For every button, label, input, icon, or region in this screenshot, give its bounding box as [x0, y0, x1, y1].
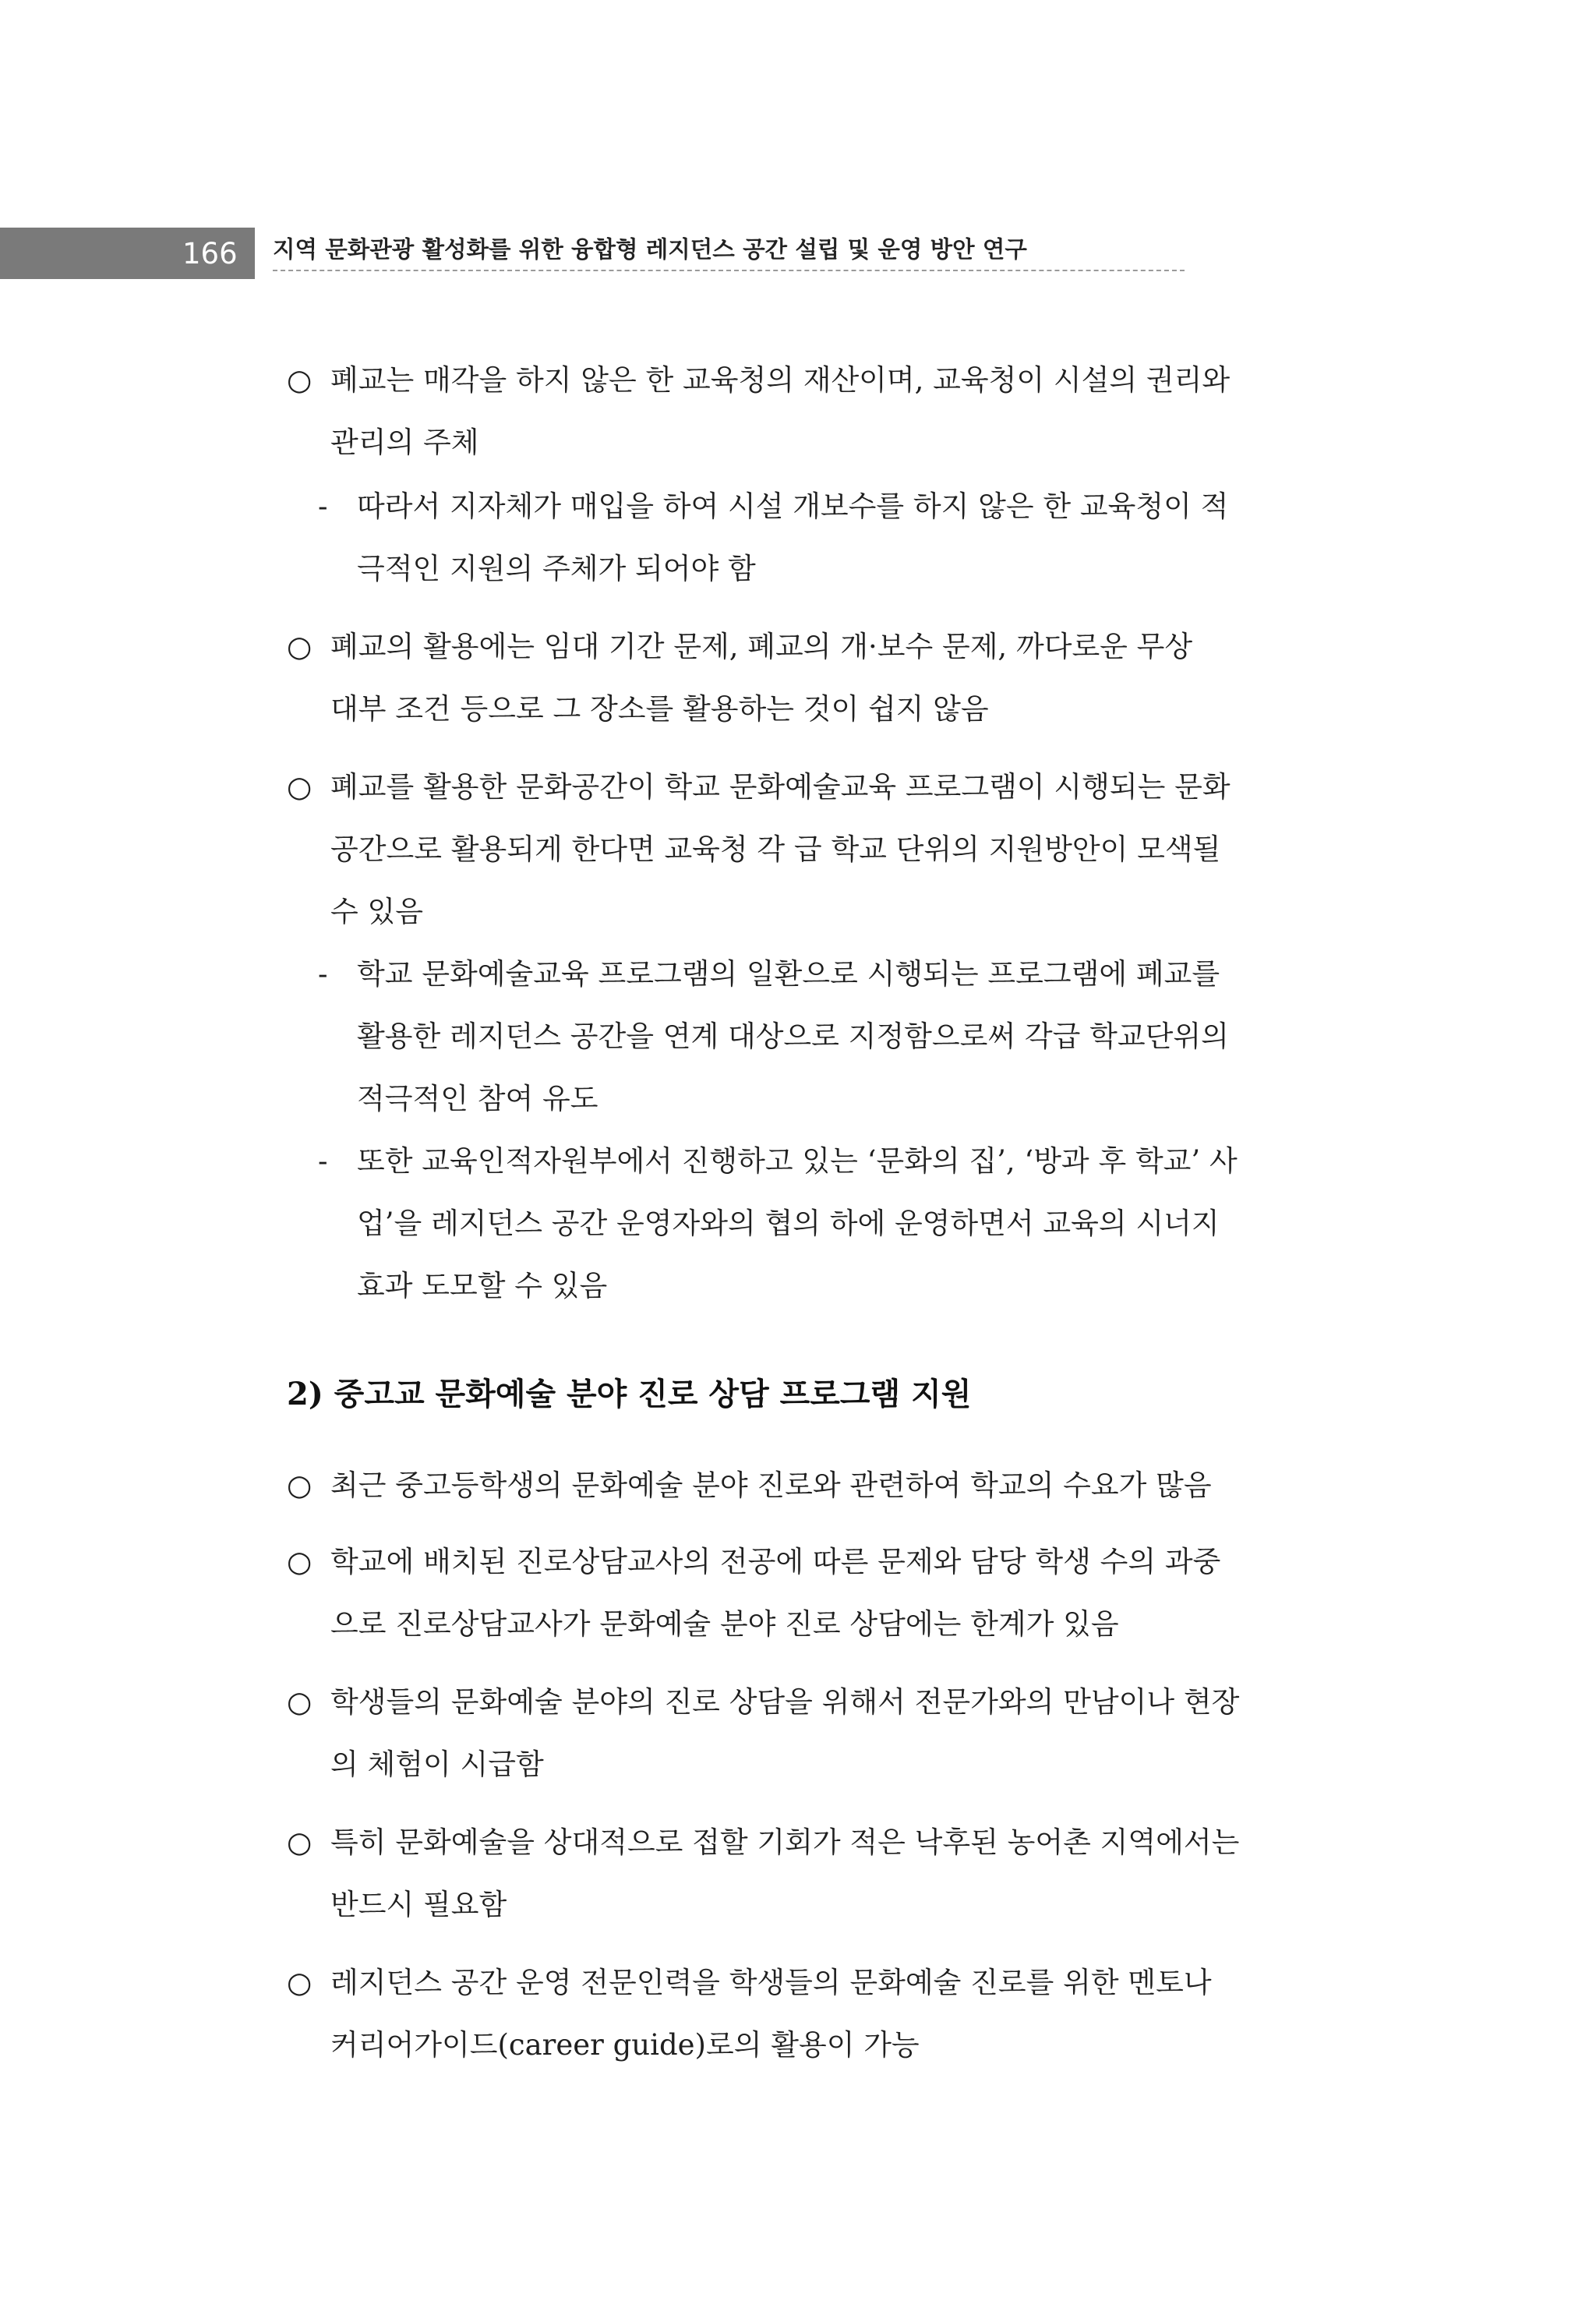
bullet-1-line-1: ○ 폐교는 매각을 하지 않은 한 교육청의 재산이며, 교육청이 시설의 권리와 — [287, 359, 1230, 402]
dash-bullet-icon: - — [318, 489, 328, 523]
circle-bullet-icon: ○ — [287, 1966, 312, 1999]
dash-bullet-icon: - — [318, 1144, 328, 1178]
sub-bullet-1-1-line-2: 극적인 지원의 주체가 되어야 함 — [357, 552, 756, 585]
sub-bullet-3-2-line-3: 효과 도모할 수 있음 — [357, 1269, 608, 1302]
s2-bullet-1-line-1: ○ 최근 중고등학생의 문화예술 분야 진로와 관련하여 학교의 수요가 많음 — [287, 1464, 1212, 1507]
page-number: 166 — [182, 237, 238, 270]
circle-bullet-icon: ○ — [287, 1468, 312, 1502]
s2-bullet-2-line-2: 으로 진로상담교사가 문화예술 분야 진로 상담에는 한계가 있음 — [330, 1607, 1119, 1641]
s2-bullet-2-line-1: ○ 학교에 배치된 진로상담교사의 전공에 따른 문제와 담당 학생 수의 과중 — [287, 1540, 1220, 1584]
sub-bullet-3-2-line-2: 업’을 레지던스 공간 운영자와의 협의 하에 운영하면서 교육의 시너지 — [357, 1207, 1220, 1240]
circle-bullet-icon: ○ — [287, 770, 312, 804]
s2-bullet-4-line-1: ○ 특히 문화예술을 상대적으로 접할 기회가 적은 낙후된 농어촌 지역에서는 — [287, 1821, 1239, 1864]
bullet-3-line-1: ○ 폐교를 활용한 문화공간이 학교 문화예술교육 프로그램이 시행되는 문화 — [287, 765, 1231, 809]
running-title: 지역 문화관광 활성화를 위한 융합형 레지던스 공간 설립 및 운영 방안 연구 — [273, 232, 1185, 271]
bullet-3-line-3: 수 있음 — [330, 895, 423, 928]
circle-bullet-icon: ○ — [287, 1825, 312, 1859]
s2-bullet-5-line-1: ○ 레지던스 공간 운영 전문인력을 학생들의 문화예술 진로를 위한 멘토나 — [287, 1961, 1212, 2005]
section-heading: 2) 중고교 문화예술 분야 진로 상담 프로그램 지원 — [287, 1376, 972, 1412]
circle-bullet-icon: ○ — [287, 630, 312, 663]
s2-bullet-4-line-2: 반드시 필요함 — [330, 1888, 507, 1921]
circle-bullet-icon: ○ — [287, 1545, 312, 1578]
bullet-2-line-1: ○ 폐교의 활용에는 임대 기간 문제, 폐교의 개·보수 문제, 까다로운 무상 — [287, 625, 1192, 669]
bullet-1-line-2: 관리의 주체 — [330, 426, 479, 459]
s2-bullet-3-line-2: 의 체험이 시급함 — [330, 1748, 544, 1781]
bullet-2-line-2: 대부 조건 등으로 그 장소를 활용하는 것이 쉽지 않음 — [330, 692, 989, 726]
sub-bullet-3-1-line-1: - 학교 문화예술교육 프로그램의 일환으로 시행되는 프로그램에 폐교를 — [318, 952, 1220, 996]
s2-bullet-5-line-2: 커리어가이드(career guide)로의 활용이 가능 — [330, 2028, 920, 2062]
sub-bullet-3-1-line-3: 적극적인 참여 유도 — [357, 1082, 598, 1115]
bullet-3-line-2: 공간으로 활용되게 한다면 교육청 각 급 학교 단위의 지원방안이 모색될 — [330, 832, 1221, 866]
circle-bullet-icon: ○ — [287, 1685, 312, 1719]
sub-bullet-3-2-line-1: - 또한 교육인적자원부에서 진행하고 있는 ‘문화의 집’, ‘방과 후 학교’ 사 — [318, 1140, 1238, 1183]
s2-bullet-3-line-1: ○ 학생들의 문화예술 분야의 진로 상담을 위해서 전문가와의 만남이나 현장 — [287, 1681, 1239, 1724]
sub-bullet-3-1-line-2: 활용한 레지던스 공간을 연계 대상으로 지정함으로써 각급 학교단위의 — [357, 1020, 1229, 1053]
dash-bullet-icon: - — [318, 957, 328, 991]
sub-bullet-1-1-line-1: - 따라서 지자체가 매입을 하여 시설 개보수를 하지 않은 한 교육청이 적 — [318, 485, 1228, 528]
circle-bullet-icon: ○ — [287, 363, 312, 397]
